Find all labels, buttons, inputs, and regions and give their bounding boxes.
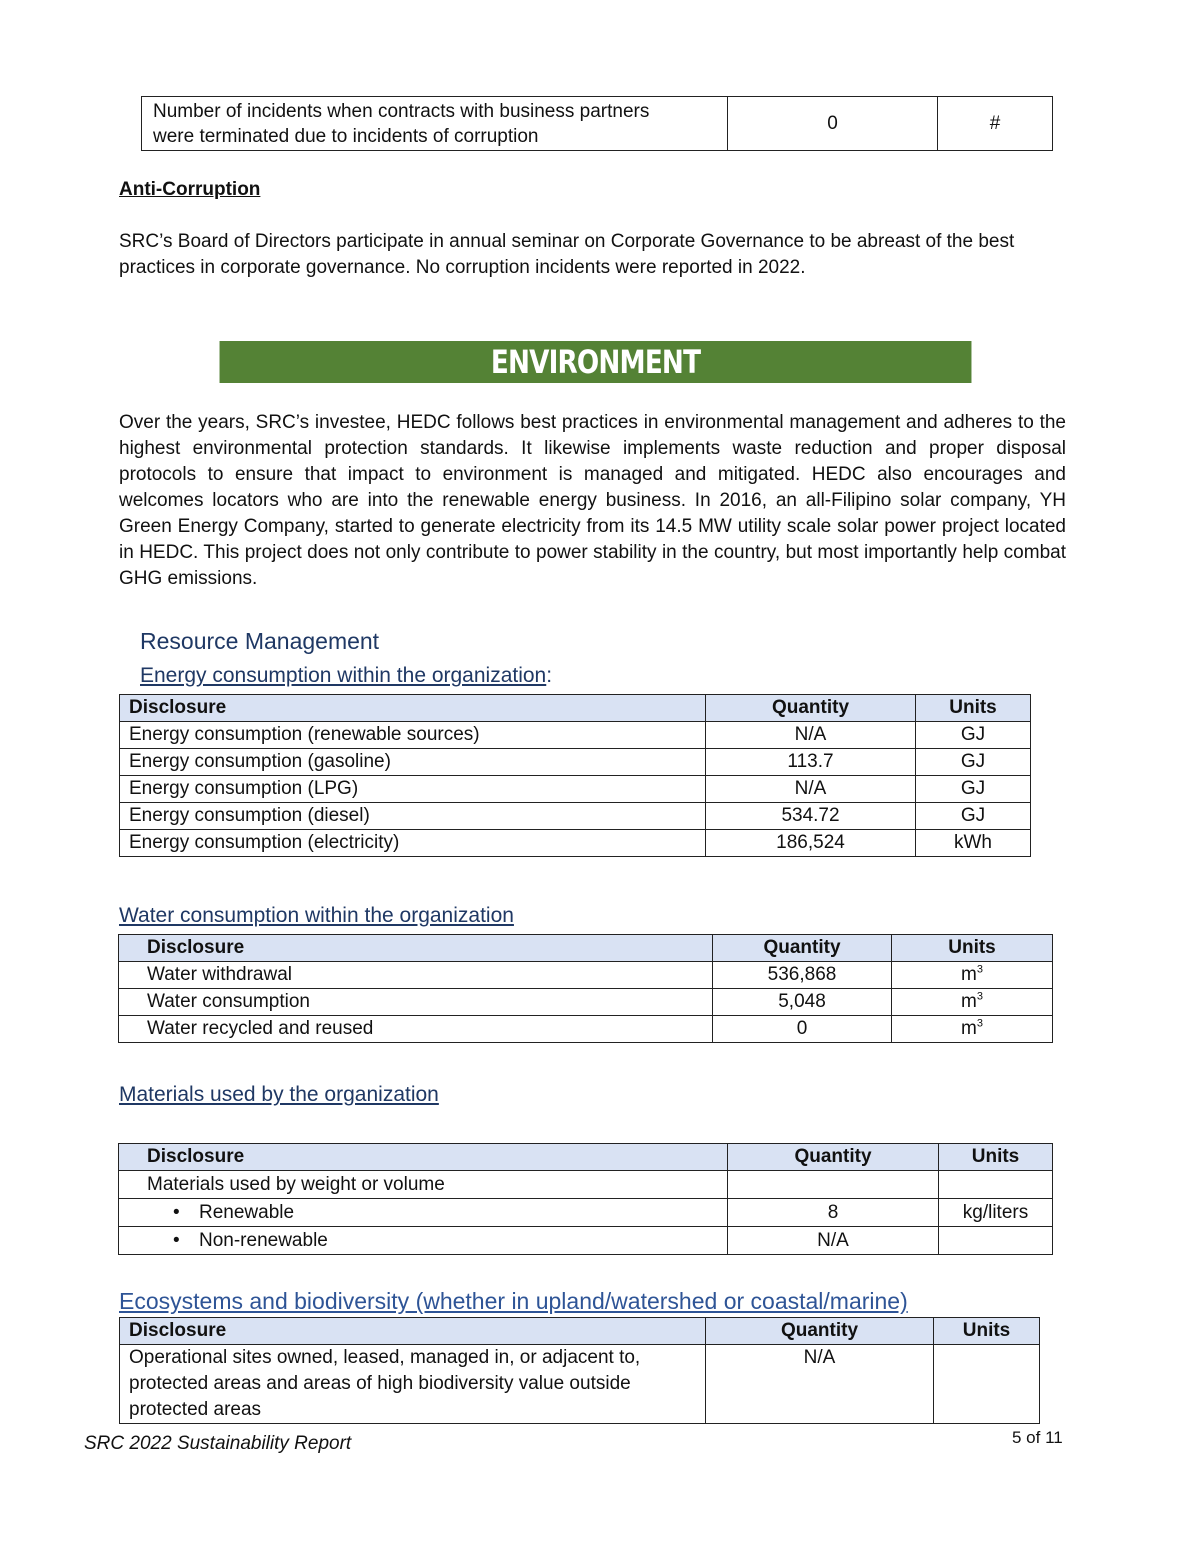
table-row xyxy=(120,830,1031,857)
water-table-title: Water consumption within the organization xyxy=(119,904,514,927)
anti-corruption-paragraph: SRC’s Board of Directors participate in annual seminar on Corporate Governance to be abreast of the best practices in corporate governance. No corruption incidents were reported in 2022. xyxy=(119,231,1015,278)
disclosure-cell xyxy=(120,1345,706,1424)
quantity-cell xyxy=(728,1171,939,1199)
quantity-cell: N/A xyxy=(706,722,916,749)
material-label: Renewable xyxy=(199,1201,295,1223)
disclosure-cell: Water withdrawal xyxy=(119,962,713,989)
ecosystems-table-title: Ecosystems and biodiversity (whether in upland/watershed or coastal/marine) xyxy=(119,1288,908,1314)
header-units: Units xyxy=(916,695,1031,722)
units-cell xyxy=(939,1171,1053,1199)
resource-management-heading: Resource Management xyxy=(140,628,380,654)
table-row xyxy=(119,1199,1053,1227)
table-row xyxy=(120,749,1031,776)
quantity-cell: 536,868 xyxy=(713,962,892,989)
materials-table-title: Materials used by the organization xyxy=(119,1083,439,1106)
disclosure-text-line: protected areas and areas of high biodiversity value outside xyxy=(129,1373,631,1394)
disclosure-cell xyxy=(119,1227,728,1255)
table-row xyxy=(119,989,1053,1016)
unit-base: m xyxy=(961,1018,977,1039)
header-disclosure: Disclosure xyxy=(119,1144,728,1171)
header-disclosure: Disclosure xyxy=(119,935,713,962)
table-row xyxy=(119,1171,1053,1199)
disclosure-text-line: were terminated due to incidents of corruption xyxy=(153,125,539,147)
units-cell xyxy=(934,1345,1040,1424)
corruption-incidents-table xyxy=(141,96,1053,151)
disclosure-text-line: Operational sites owned, leased, managed in, or adjacent to, xyxy=(129,1347,641,1368)
table-row xyxy=(142,97,1053,151)
disclosure-cell: Energy consumption (LPG) xyxy=(120,776,706,803)
table-row xyxy=(119,962,1053,989)
quantity-cell: 0 xyxy=(728,97,938,151)
table-cell xyxy=(142,97,728,151)
unit-exponent: 3 xyxy=(976,1017,983,1030)
disclosure-cell: Water recycled and reused xyxy=(119,1016,713,1043)
environment-paragraph: Over the years, SRC’s investee, HEDC follows best practices in environmental management and adheres to the highest environmental protection standards. It likewise implements waste reduction and proper disposal protocols to ensure that impact to environment is managed and mitigated. HEDC also encourages and welcomes locators who are into the renewable energy business. In 2016, an all-Filipino solar company, YH Green Energy Company, started to generate electricity from its 14.5 MW utility scale solar power project located in HEDC. This project does not only contribute to power stability in the country, but most importantly help combat GHG emissions. xyxy=(119,412,1066,589)
quantity-cell: 5,048 xyxy=(713,989,892,1016)
ecosystems-table xyxy=(119,1317,1040,1424)
footer-report-title: SRC 2022 Sustainability Report xyxy=(84,1433,352,1454)
units-cell: GJ xyxy=(916,722,1031,749)
units-cell: kWh xyxy=(916,830,1031,857)
energy-title-text: Energy consumption within the organization xyxy=(140,664,547,687)
quantity-cell: 534.72 xyxy=(706,803,916,830)
header-units: Units xyxy=(892,935,1053,962)
units-cell: kg/liters xyxy=(939,1199,1053,1227)
unit-base: m xyxy=(961,964,977,985)
disclosure-text-line: Number of incidents when contracts with business partners xyxy=(153,100,650,122)
unit-exponent: 3 xyxy=(976,990,983,1003)
units-cell: GJ xyxy=(916,776,1031,803)
table-row xyxy=(120,803,1031,830)
quantity-cell: N/A xyxy=(706,1345,934,1424)
header-quantity: Quantity xyxy=(706,1318,934,1345)
energy-table-title xyxy=(140,664,552,688)
material-label: Non-renewable xyxy=(199,1229,328,1251)
table-header-row xyxy=(119,935,1053,962)
materials-table xyxy=(118,1143,1053,1255)
bullet-icon: • xyxy=(173,1229,180,1251)
units-cell xyxy=(892,962,1053,989)
table-row xyxy=(120,722,1031,749)
header-units: Units xyxy=(939,1144,1053,1171)
unit-base: m xyxy=(961,991,977,1012)
header-quantity: Quantity xyxy=(728,1144,939,1171)
units-cell: # xyxy=(938,97,1053,151)
table-row xyxy=(120,776,1031,803)
table-header-row xyxy=(119,1144,1053,1171)
units-cell xyxy=(892,1016,1053,1043)
environment-banner: ENVIRONMENT xyxy=(220,341,972,383)
disclosure-cell: Materials used by weight or volume xyxy=(119,1171,728,1199)
quantity-cell: N/A xyxy=(728,1227,939,1255)
quantity-cell: 186,524 xyxy=(706,830,916,857)
table-header-row xyxy=(120,1318,1040,1345)
table-row xyxy=(119,1227,1053,1255)
anti-corruption-heading: Anti-Corruption xyxy=(119,179,261,200)
header-quantity: Quantity xyxy=(706,695,916,722)
quantity-cell: 0 xyxy=(713,1016,892,1043)
table-row xyxy=(119,1016,1053,1043)
disclosure-text-line: protected areas xyxy=(129,1399,262,1420)
quantity-cell: 113.7 xyxy=(706,749,916,776)
units-cell xyxy=(939,1227,1053,1255)
disclosure-cell: Energy consumption (diesel) xyxy=(120,803,706,830)
disclosure-cell xyxy=(119,1199,728,1227)
disclosure-cell: Energy consumption (gasoline) xyxy=(120,749,706,776)
water-consumption-table xyxy=(118,934,1053,1043)
unit-exponent: 3 xyxy=(976,963,983,976)
quantity-cell: N/A xyxy=(706,776,916,803)
table-header-row xyxy=(120,695,1031,722)
quantity-cell: 8 xyxy=(728,1199,939,1227)
table-row xyxy=(120,1345,1040,1424)
energy-consumption-table xyxy=(119,694,1031,857)
header-units: Units xyxy=(934,1318,1040,1345)
units-cell: GJ xyxy=(916,749,1031,776)
disclosure-cell: Water consumption xyxy=(119,989,713,1016)
bullet-icon: • xyxy=(173,1201,180,1223)
disclosure-cell: Energy consumption (renewable sources) xyxy=(120,722,706,749)
header-disclosure: Disclosure xyxy=(120,1318,706,1345)
disclosure-cell: Energy consumption (electricity) xyxy=(120,830,706,857)
energy-title-suffix: : xyxy=(546,664,553,687)
header-disclosure: Disclosure xyxy=(120,695,706,722)
units-cell xyxy=(892,989,1053,1016)
units-cell: GJ xyxy=(916,803,1031,830)
footer-page-number: 5 of 11 xyxy=(1012,1428,1063,1447)
header-quantity: Quantity xyxy=(713,935,892,962)
